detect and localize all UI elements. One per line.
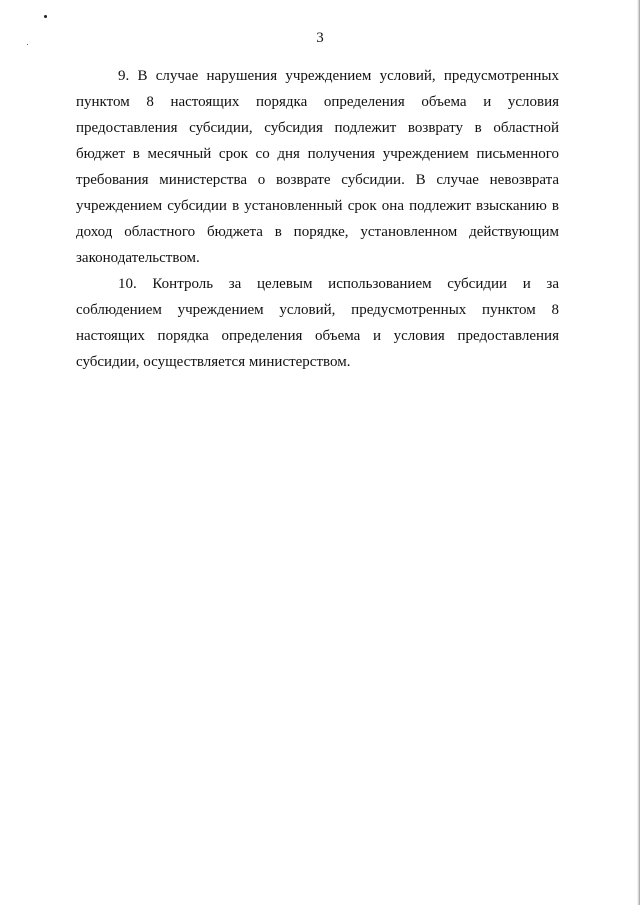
text-line: 10. Контроль за целевым использованием субсидии и за — [118, 276, 559, 292]
text-line: законодательством. — [76, 250, 200, 266]
text-line: требования министерства о возврате субсидии. В случае невозврата — [76, 172, 559, 188]
text-line: пунктом 8 настоящих порядка определения объема и условия — [76, 94, 559, 110]
text-line: субсидии, осуществляется министерством. — [76, 354, 351, 370]
text-line: настоящих порядка определения объема и условия предоставления — [76, 328, 559, 344]
text-line: доход областного бюджета в порядке, установленном действующим — [76, 224, 559, 240]
paragraph-10 — [76, 271, 559, 375]
scan-speck — [44, 15, 47, 18]
text-line: предоставления субсидии, субсидия подлежит возврату в областной — [76, 120, 559, 136]
text-line: соблюдением учреждением условий, предусмотренных пунктом 8 — [76, 302, 559, 318]
paragraph-9 — [76, 63, 559, 271]
text-line: бюджет в месячный срок со дня получения учреждением письменного — [76, 146, 559, 162]
document-body — [76, 63, 559, 375]
page-number: 3 — [316, 30, 324, 46]
text-line: 9. В случае нарушения учреждением условий, предусмотренных — [118, 68, 559, 84]
text-line: учреждением субсидии в установленный срок она подлежит взысканию в — [76, 198, 559, 214]
